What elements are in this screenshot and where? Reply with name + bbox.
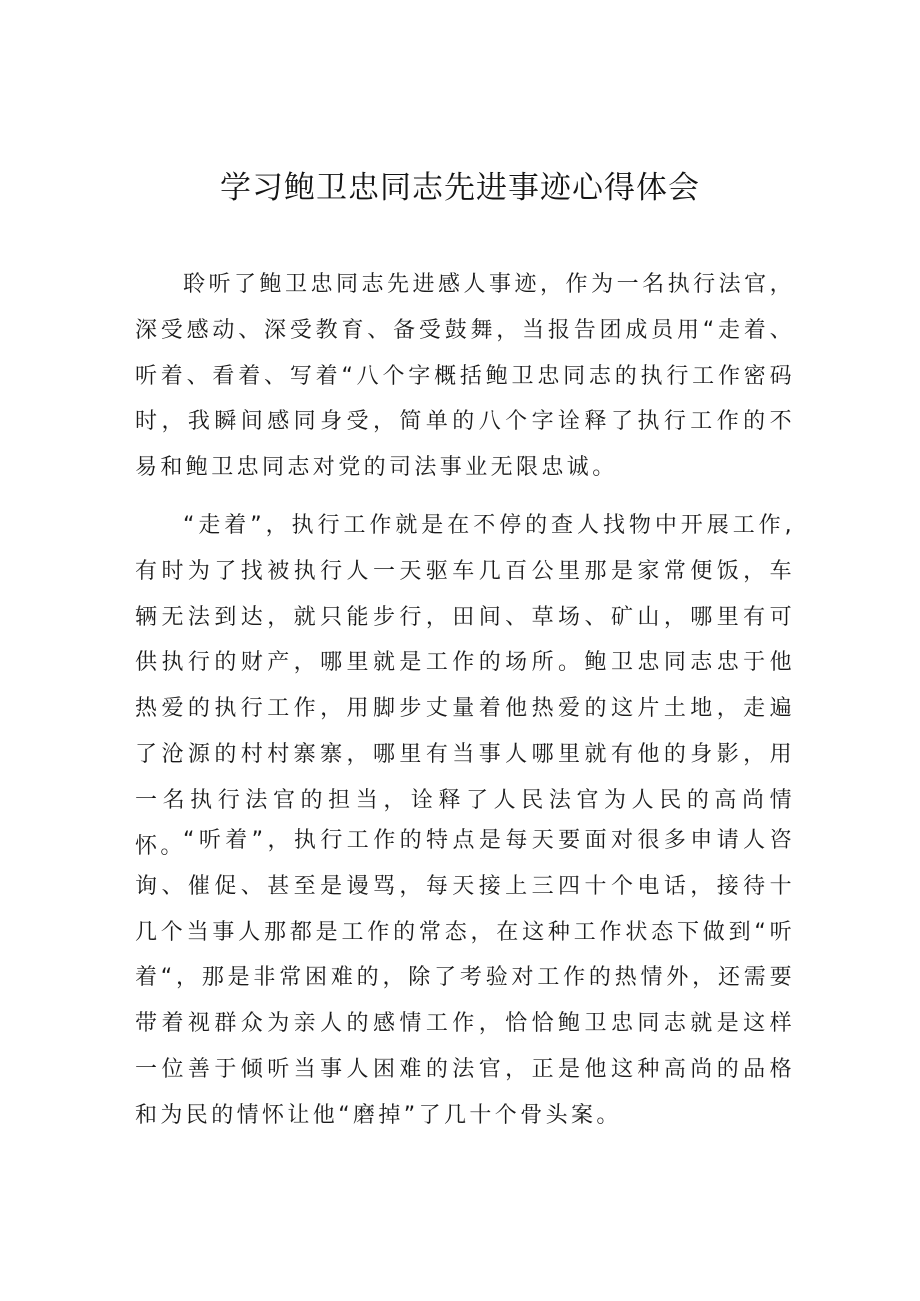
paragraph-walking: “走着”，执行工作就是在不停的查人找物中开展工作,有时为了找被执行人一天驱车几百公里那是家常便饭，车辆无法到达，就只能步行，田间、草场、矿山，哪里有可供执行的财产，哪里就是工作的场所。鲍卫忠同志忠于他热爱的执行工作，用脚步丈量着他热爱的这片土地，走遍了沧源的村村寨寨，哪里有当事人哪里就有他的身影，用一名执行法官的担当，诠释了人民法官为人民的高尚情怀。 (135, 513, 795, 859)
paragraph-intro: 聆听了鲍卫忠同志先进感人事迹，作为一名执行法官，深受感动、深受教育、备受鼓舞，当报告团成员用“走着、听着、看着、写着“八个字概括鲍卫忠同志的执行工作密码时，我瞬间感同身受，简单的八个字诠释了执行工作的不易和鲍卫忠同志对党的司法事业无限忠诚。 (135, 272, 795, 481)
paragraph-listening: “听着”，执行工作的特点是每天要面对很多申请人咨询、催促、甚至是谩骂，每天接上三四十个电话，接待十几个当事人那都是工作的常态，在这种工作状态下做到“听着“，那是非常困难的，除了考验对工作的热情外，还需要带着视群众为亲人的感情工作，恰恰鲍卫忠同志就是这样一位善于倾听当事人困难的法官，正是他这种高尚的品格和为民的情怀让他“磨掉”了几十个骨头案。 (135, 828, 795, 1128)
document-title: 学习鲍卫忠同志先进事迹心得体会 (220, 170, 700, 206)
